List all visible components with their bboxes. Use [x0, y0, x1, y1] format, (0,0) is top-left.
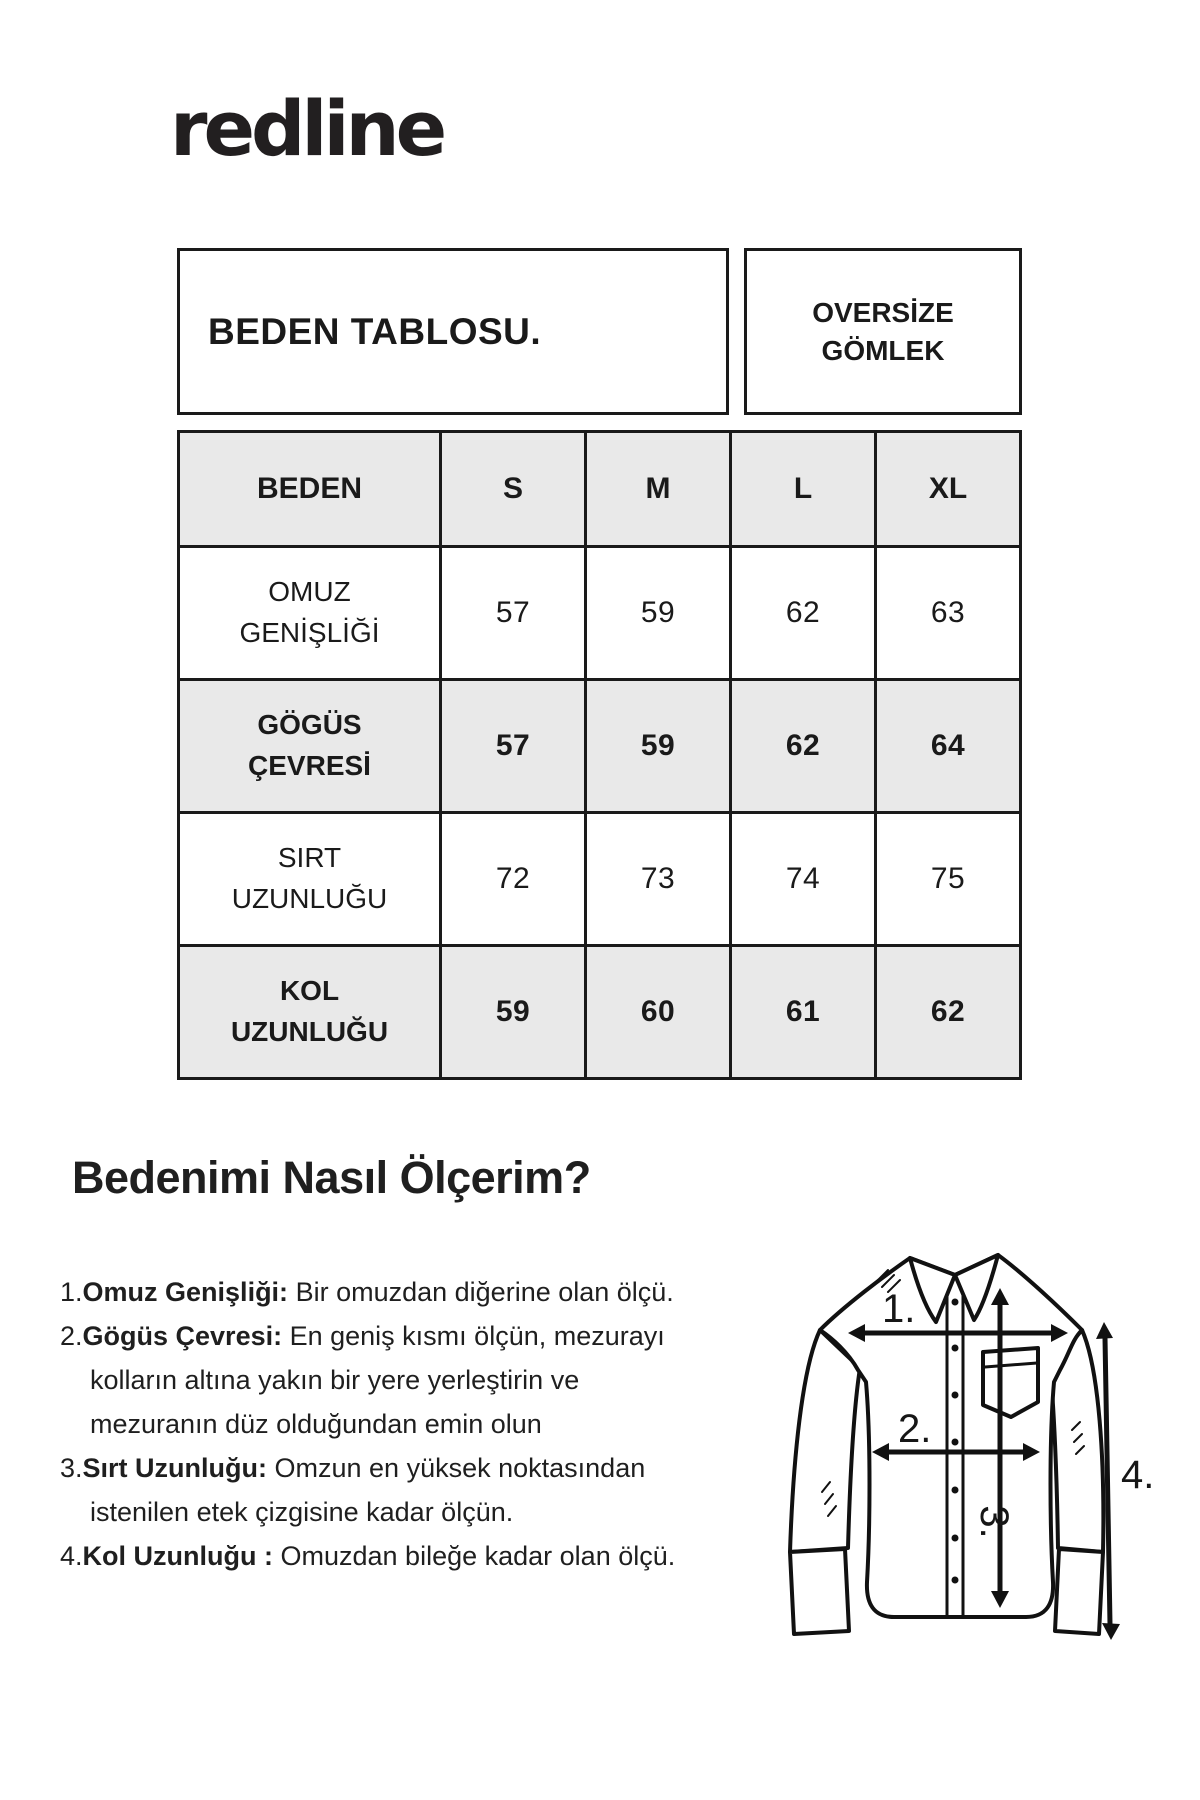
- item-number: 2.: [60, 1321, 83, 1351]
- cell-value: 72: [441, 813, 586, 946]
- item-description: Omzun en yüksek noktasından istenilen etek çizgisine kadar ölçün.: [90, 1453, 646, 1527]
- table-row: [179, 547, 1021, 680]
- cell-value: 57: [441, 680, 586, 813]
- brand-logo: redline: [170, 84, 444, 173]
- row-label: GÖGÜS ÇEVRESİ: [179, 680, 441, 813]
- table-row: [179, 946, 1021, 1079]
- item-term: Sırt Uzunluğu:: [82, 1453, 267, 1483]
- cell-value: 59: [586, 680, 731, 813]
- right-cuff: [1055, 1549, 1103, 1634]
- table-row: [179, 813, 1021, 946]
- column-header: M: [586, 432, 731, 547]
- sleeve-length-arrow-label: 4.: [1121, 1453, 1155, 1497]
- item-term: Kol Uzunluğu :: [82, 1541, 273, 1571]
- chest-pocket: [983, 1348, 1038, 1417]
- column-header: XL: [876, 432, 1021, 547]
- cell-value: 59: [586, 547, 731, 680]
- left-sleeve: [790, 1330, 860, 1552]
- shoulder-arrow-label: 1.: [882, 1287, 916, 1331]
- measure-guide-heading: Bedenimi Nasıl Ölçerim?: [72, 1152, 591, 1203]
- item-description: Omuzdan bileğe kadar olan ölçü.: [280, 1541, 676, 1571]
- sleeve-length-arrow: [1105, 1338, 1110, 1624]
- item-description: En geniş kısmı ölçün, mezurayı kolların altına yakın bir yere yerleştirin ve mezuranın düz olduğundan emin olun: [90, 1321, 665, 1439]
- cell-value: 60: [586, 946, 731, 1079]
- item-number: 4.: [60, 1541, 83, 1571]
- cell-value: 74: [731, 813, 876, 946]
- cell-value: 75: [876, 813, 1021, 946]
- cell-value: 61: [731, 946, 876, 1079]
- size-table-title: BEDEN TABLOSU.: [208, 310, 542, 352]
- product-type-label: OVERSİZE GÖMLEK: [812, 296, 954, 366]
- cell-value: 63: [876, 547, 1021, 680]
- column-header: S: [441, 432, 586, 547]
- row-label: SIRT UZUNLUĞU: [179, 813, 441, 946]
- list-item: [60, 1446, 694, 1534]
- list-item: [60, 1314, 694, 1446]
- cell-value: 64: [876, 680, 1021, 813]
- column-header: L: [731, 432, 876, 547]
- item-number: 3.: [60, 1453, 83, 1483]
- measure-guide-list: [60, 1270, 694, 1578]
- shirt-body: [820, 1255, 1082, 1617]
- size-table-header-row: [179, 432, 1021, 547]
- row-label: OMUZ GENİŞLİĞİ: [179, 547, 441, 680]
- list-item: [60, 1534, 694, 1578]
- left-cuff: [790, 1549, 849, 1634]
- item-term: Omuz Genişliği:: [82, 1277, 289, 1307]
- table-row: [179, 680, 1021, 813]
- size-table-title-box: [177, 248, 729, 415]
- cell-value: 57: [441, 547, 586, 680]
- back-length-arrow-label: 3.: [972, 1505, 1016, 1539]
- item-description: Bir omuzdan diğerine olan ölçü.: [295, 1277, 674, 1307]
- cell-value: 62: [731, 547, 876, 680]
- size-table: [177, 430, 1022, 1080]
- cell-value: 73: [586, 813, 731, 946]
- cell-value: 62: [876, 946, 1021, 1079]
- shirt-measurement-diagram: [770, 1230, 1170, 1660]
- list-item: [60, 1270, 694, 1314]
- item-number: 1.: [60, 1277, 83, 1307]
- column-header: BEDEN: [179, 432, 441, 547]
- chest-arrow-label: 2.: [898, 1407, 932, 1451]
- cell-value: 62: [731, 680, 876, 813]
- product-type-box: [744, 248, 1022, 415]
- item-term: Gögüs Çevresi:: [82, 1321, 283, 1351]
- cell-value: 59: [441, 946, 586, 1079]
- row-label: KOL UZUNLUĞU: [179, 946, 441, 1079]
